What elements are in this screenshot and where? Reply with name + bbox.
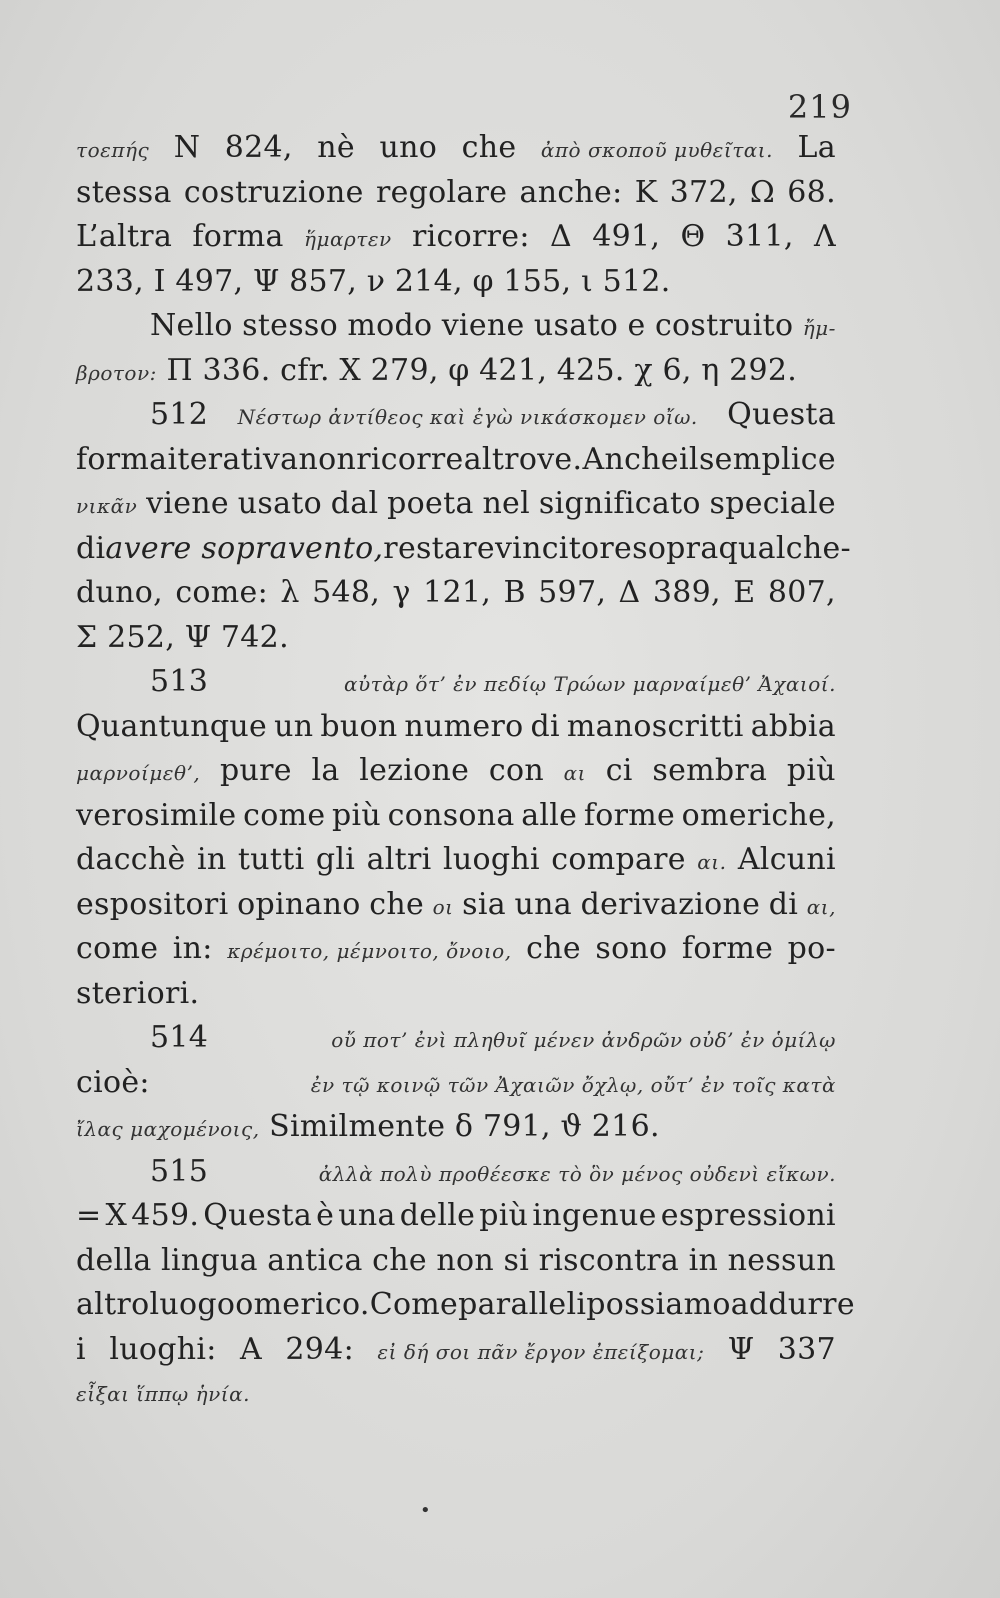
word: omeriche, [681,797,836,833]
word: stesso [242,308,338,343]
word: verosimile [76,797,237,833]
word: manoscritti [566,708,744,744]
word: non [298,441,357,477]
word: 6, [662,352,692,388]
word: sia [462,886,506,922]
word: 742. [220,619,289,655]
word: come [243,797,326,833]
greek-quote: Νέστωρ ἀντίθεος καὶ ἐγὼ νικάσκομεν οἴω. [237,405,698,429]
word: di [768,886,799,922]
word: numero [404,708,524,744]
word: nessun [727,1242,836,1278]
word: vincitore [494,530,633,566]
text-line [76,215,836,260]
word: X [105,1198,128,1233]
word: 425. [556,352,625,388]
greek-quote: κρέμοιτο, μέμνοιτο, ὄνοιο, [227,939,512,963]
word: gli [315,842,356,877]
word: il [679,441,699,477]
word: 597, [538,575,607,610]
word: espositori [76,886,229,922]
word: φ [472,263,494,299]
word: viene [441,308,525,343]
word: antica [267,1242,363,1278]
word: L’altra [76,219,173,254]
word: po- [787,931,836,966]
word: Come [369,1287,459,1322]
text-line [76,1061,836,1106]
word: 155, [503,263,572,299]
text-line [76,1105,836,1150]
greek-quote: αι [563,761,587,785]
word: sopra [632,530,719,566]
word: Π [166,352,193,388]
word: sono [595,931,668,966]
word: in [688,1242,719,1278]
text-line [76,1239,836,1284]
word: dal [330,486,379,521]
word: 279, [370,352,439,388]
word: come [76,931,159,966]
word: Questa [727,397,836,432]
text-line [76,1194,836,1239]
word: costruito [654,308,794,343]
greek-quote: νικᾶν [76,494,138,518]
greek-quote: ἀπὸ σκοποῦ μυθεῖται. [540,138,774,162]
word: usato [237,486,322,521]
word: Ω [749,174,776,210]
word: 421, [479,352,548,388]
word: compare [551,842,686,877]
word: modo [347,308,433,343]
word: più [786,753,836,788]
word: 514 [150,1020,209,1055]
word: buon [320,708,398,744]
word: e [627,308,646,343]
body-text [76,126,855,1417]
text-line [76,260,836,305]
text-line [76,1283,855,1328]
word: ricorre: [411,219,530,254]
page-number: 219 [787,88,852,126]
text-line [76,838,836,883]
word: altri [366,842,432,877]
word: della [76,1242,152,1278]
greek-quote: ἐν τῷ κοινῷ τῶν Ἀχαιῶν ὄχλῳ, οὔτ’ ἐν τοῖς κατὰ [310,1072,836,1097]
word: opinano [237,886,361,922]
text-line [76,616,836,661]
word: derivazione [580,886,761,922]
word: φ [448,352,470,388]
word: luoghi: [109,1331,217,1367]
greek-quote: αι. [697,850,727,874]
word: non [436,1242,495,1278]
word: 548, [312,575,381,610]
word: χ [634,352,653,388]
word: che [526,931,581,966]
word: cfr. [280,352,330,388]
word: K [634,174,658,210]
word: uno [379,130,438,165]
word: η [701,352,720,388]
word: semplice [698,441,836,477]
word: ι [580,263,594,299]
word: 491, [592,219,661,254]
word: costruzione [183,174,364,210]
word: 807, [767,575,836,610]
word: 515 [150,1153,209,1189]
word: X [339,352,362,388]
word: Σ [76,619,98,655]
word: significato [538,486,701,521]
word: 791, [482,1109,551,1144]
word: δ [454,1109,474,1144]
word: Δ [618,575,641,610]
word: λ [280,575,300,610]
word: Λ [813,219,836,254]
word: 233, [76,263,144,299]
word: ν [366,263,386,299]
word: tutti [237,842,305,877]
word: 389, [652,575,721,610]
word: restare [383,530,495,566]
word: con [488,753,544,788]
word: forme [681,931,774,966]
word: altrove. [463,441,583,477]
word: forma [76,441,168,477]
footer-mark: • [420,1500,431,1521]
text-line [76,1150,836,1195]
word: γ [392,575,411,610]
word: Ψ [727,1331,755,1367]
word: 497, [175,263,244,299]
word: N [173,130,201,165]
word: Δ [550,219,572,254]
word: usato [533,308,619,343]
word: una [514,886,572,922]
text-line [76,571,836,616]
word: cioè: [76,1064,150,1100]
word: E [733,575,756,610]
word: 513 [150,664,209,699]
word: La [797,130,836,165]
word: addurre [730,1287,855,1322]
word: 512 [150,397,209,432]
text-line [76,660,836,705]
word: paralleli [458,1287,587,1322]
word: Similmente [269,1109,446,1144]
word: pure [219,753,292,788]
text-line [76,883,836,928]
word: 857, [289,263,358,299]
word: dacchè [76,842,186,877]
word: = [76,1198,102,1233]
text-line [76,482,836,527]
text-line [76,972,836,1017]
word: possiamo [586,1287,731,1322]
greek-quote: οι [432,894,454,919]
word: nè [317,130,355,165]
word: iterativa [167,441,299,477]
word: B [503,575,526,610]
word: ϑ [560,1109,583,1144]
greek-quote: εἶξαι ἵππῳ ἡνία. [76,1382,250,1406]
greek-quote: ἀλλὰ πολὺ προθέεσκε τὸ ὃν μένος οὐδενὶ εἴκων. [318,1161,836,1186]
greek-quote: τοεπής [76,138,150,162]
text-line [76,349,836,394]
word: lingua [161,1242,258,1278]
word: che [461,130,517,165]
greek-quote: οὔ ποτ’ ἐνὶ πληθυῖ μένεν ἀνδρῶν οὐδ’ ἐν ὁμίλῳ [331,1028,836,1052]
word: che [369,886,425,922]
greek-quote: ἴλας μαχομένοις, [76,1117,260,1141]
word: 372, [669,174,738,210]
word: ci [605,753,633,788]
word: espressioni [660,1198,836,1233]
word: poeta [387,486,474,521]
word: 68. [787,174,836,210]
text-line [76,705,836,750]
word: si [503,1242,530,1278]
word: 336. [202,352,271,388]
text-line [76,1016,836,1061]
word: 292. [729,352,798,388]
word: i [76,1331,86,1367]
word: forma [192,219,284,254]
word: nel [482,486,531,521]
word: stessa [76,174,172,210]
text-line [76,304,836,349]
word: altro [76,1287,150,1322]
word: Nello [150,308,233,343]
word: 337 [777,1331,836,1367]
word: Θ [680,219,706,254]
word: A [240,1331,262,1367]
word: duno, [76,575,163,610]
word: Quantunque [76,708,268,744]
word: una [338,1198,396,1233]
greek-quote: εἰ δή σοι πᾶν ἔργον ἐπείξομαι; [377,1339,705,1364]
word: abbia [750,708,836,744]
word: omerico. [235,1287,370,1322]
word: Questa [203,1198,313,1233]
word: più [331,797,382,833]
italic-phrase: avere sopravento, [105,530,384,566]
word: come: [175,575,268,610]
word: riscontra [538,1242,680,1278]
word: sembra [652,753,768,788]
word: 512. [602,263,671,299]
word: 311, [725,219,794,254]
word: alle [521,797,578,833]
word: viene [146,486,229,521]
word: regolare [375,174,508,210]
word: 824, [224,130,293,165]
word: steriori. [76,975,200,1011]
word: che [372,1242,427,1278]
greek-quote: αι, [806,894,836,919]
text-line [76,927,836,972]
word: I [153,263,166,299]
word: Anche [582,441,679,477]
greek-quote: αὐτὰρ ὅτ’ ἐν πεδίῳ Τρώων μαρναίμεθ’ Ἀχαιοί. [344,672,836,696]
word: delle [399,1198,476,1233]
word: 459. [131,1198,200,1233]
word: 216. [591,1109,660,1144]
text-line [76,126,836,171]
text-line [76,749,836,794]
text-line [76,527,851,572]
word: è [316,1198,335,1233]
word: anche: [519,174,623,210]
text-line [76,1328,836,1373]
word: consona [387,797,515,833]
text-line [76,393,836,438]
word: Ψ [184,619,212,655]
word: 294: [285,1331,354,1367]
word: 252, [107,619,176,655]
word: di [530,708,560,744]
word: Ψ [252,263,280,299]
text-line [76,1372,836,1417]
word: ricorre [356,441,464,477]
word: 121, [423,575,492,610]
word: un [274,708,314,744]
greek-quote: βροτον: [76,360,157,385]
text-line [76,438,836,483]
greek-quote: ἤμ- [802,316,836,340]
word: più [479,1198,529,1233]
word: di [76,530,106,566]
word: speciale [709,486,836,521]
word: Alcuni [737,842,836,877]
word: in: [172,931,213,966]
word: la [311,753,340,788]
word: forme [583,797,676,833]
word: ingenue [532,1198,657,1233]
word: 214, [394,263,463,299]
word: luogo [149,1287,236,1322]
text-line [76,171,836,216]
word: qualche- [718,530,851,566]
text-line [76,794,836,839]
word: lezione [359,753,470,788]
word: in [196,842,227,877]
word: luoghi [442,842,540,877]
greek-quote: μαρνοίμεθ’, [76,761,201,785]
greek-quote: ἥμαρτεν [304,227,392,251]
